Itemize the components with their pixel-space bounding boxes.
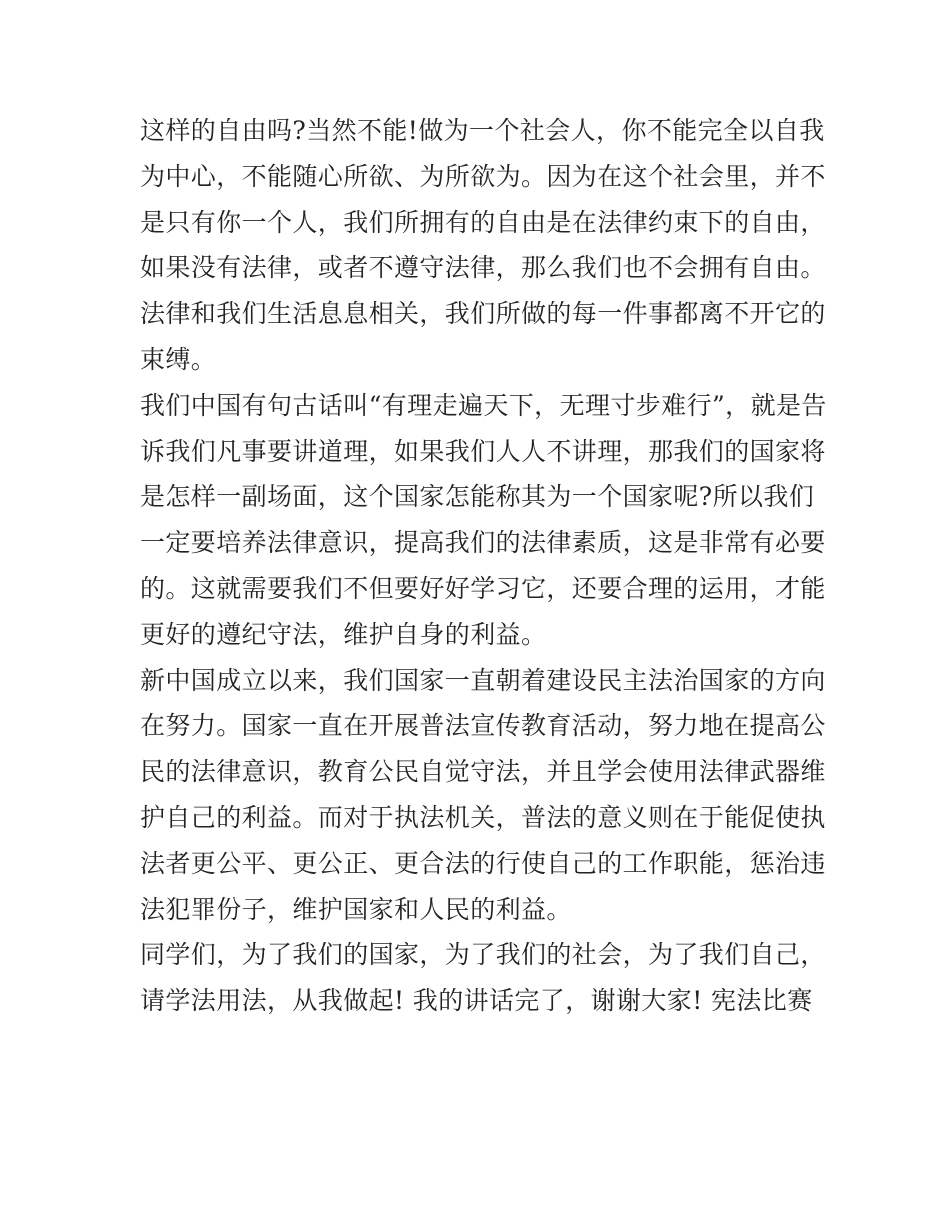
text-line: 的。这就需要我们不但要好好学习它，还要合理的运用，才能 [140, 573, 826, 603]
text-line: 民的法律意识，教育公民自觉守法，并且学会使用法律武器维 [140, 757, 826, 787]
paragraph-closing [140, 932, 826, 1024]
text-line: 是怎样一副场面，这个国家怎能称其为一个国家呢?所以我们 [140, 482, 815, 512]
text-line: 为中心，不能随心所欲、为所欲为。因为在这个社会里，并不 [140, 161, 826, 191]
text-line: 更好的遵纪守法，维护自身的利益。 [140, 619, 547, 649]
text-line: 法律和我们生活息息相关，我们所做的每一件事都离不开它的 [140, 299, 826, 329]
paragraph-legal-education [140, 658, 826, 933]
text-line: 请学法用法，从我做起! 我的讲话完了，谢谢大家! 宪法比赛 [140, 986, 813, 1016]
text-line: 诉我们凡事要讲道理，如果我们人人不讲理，那我们的国家将 [140, 436, 826, 466]
text-line: 法犯罪份子，维护国家和人民的利益。 [140, 894, 572, 924]
text-line: 我们中国有句古话叫“有理走遍天下，无理寸步难行”，就是告 [140, 390, 827, 420]
paragraph-freedom-and-law [140, 108, 826, 383]
text-line: 法者更公平、更公正、更合法的行使自己的工作职能，惩治违 [140, 848, 826, 878]
text-line: 在努力。国家一直在开展普法宣传教育活动，努力地在提高公 [140, 711, 826, 741]
text-line: 护自己的利益。而对于执法机关，普法的意义则在于能促使执 [140, 802, 826, 832]
paragraph-ancient-saying [140, 383, 827, 658]
text-line: 是只有你一个人，我们所拥有的自由是在法律约束下的自由， [140, 207, 826, 237]
text-line: 这样的自由吗?当然不能!做为一个社会人，你不能完全以自我 [140, 116, 825, 145]
text-line: 束缚。 [140, 344, 217, 374]
text-line: 同学们，为了我们的国家，为了我们的社会，为了我们自己， [140, 940, 826, 970]
text-line: 一定要培养法律意识，提高我们的法律素质，这是非常有必要 [140, 528, 826, 558]
text-line: 如果没有法律，或者不遵守法律，那么我们也不会拥有自由。 [140, 253, 826, 283]
document-body [140, 108, 827, 1024]
text-line: 新中国成立以来，我们国家一直朝着建设民主法治国家的方向 [140, 665, 826, 695]
